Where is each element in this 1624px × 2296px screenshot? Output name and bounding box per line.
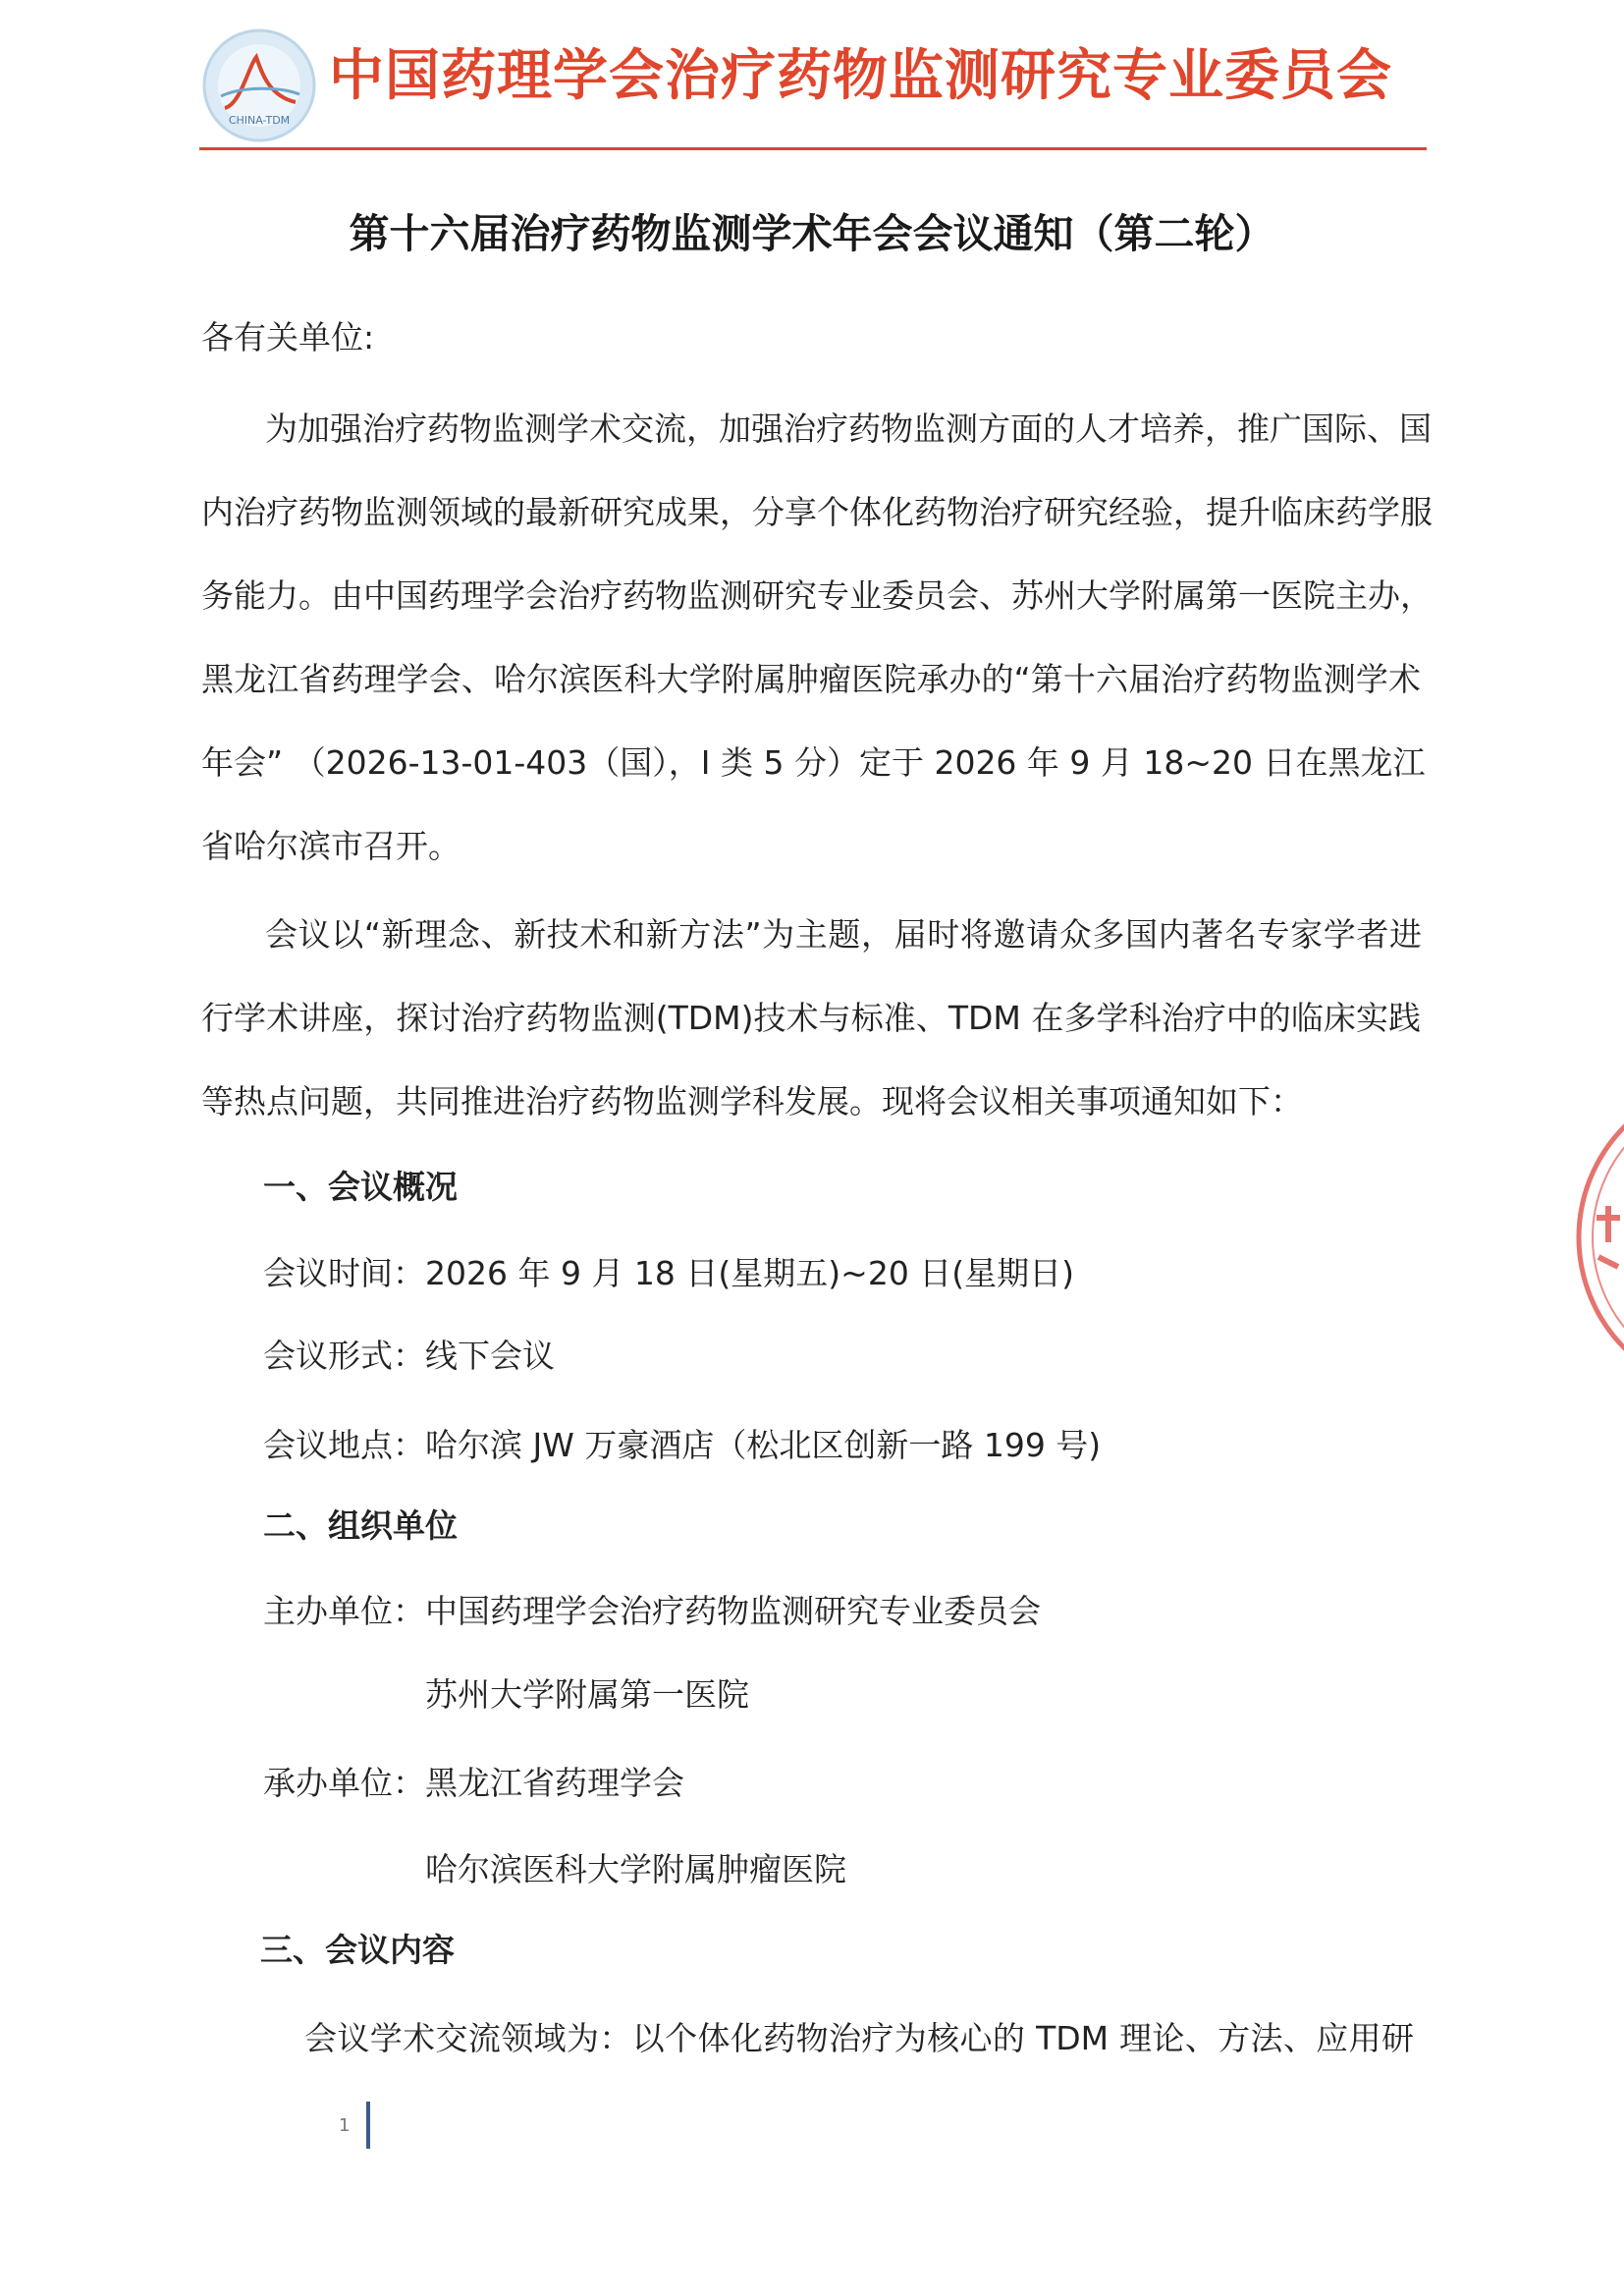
paragraph1-line: 内治疗药物监测领域的最新研究成果，分享个体化药物治疗研究经验，提升临床药学服: [201, 493, 1433, 531]
paragraph2-line: 会议以“新理念、新技术和新方法”为主题，届时将邀请众多国内著名专家学者进: [265, 915, 1422, 954]
section2-heading: 二、组织单位: [263, 1506, 458, 1545]
header-divider: [199, 147, 1427, 150]
logo-text: CHINA-TDM: [228, 114, 291, 127]
host-unit: 苏州大学附属第一医院: [425, 1675, 749, 1714]
paragraph1-line: 务能力。由中国药理学会治疗药物监测研究专业委员会、苏州大学附属第一医院主办，: [201, 576, 1433, 615]
page-number-bar: [366, 2102, 370, 2149]
organizer-unit: 哈尔滨医科大学附属肿瘤医院: [425, 1850, 846, 1888]
host-unit: 中国药理学会治疗药物监测研究专业委员会: [425, 1592, 1041, 1630]
host-label: 主办单位：: [263, 1592, 425, 1630]
paragraph2-line: 行学术讲座，探讨治疗药物监测(TDM)技术与标准、TDM 在多学科治疗中的临床实践: [201, 999, 1421, 1037]
organizer-label: 承办单位：: [263, 1764, 425, 1802]
section3-heading: 三、会议内容: [260, 1931, 455, 1969]
paragraph1-line: 年会” （2026-13-01-403（国），I 类 5 分）定于 2026 年 9 月 18~20 日在黑龙江: [201, 743, 1426, 782]
section3-text: 会议学术交流领域为：以个体化药物治疗为核心的 TDM 理论、方法、应用研: [304, 2019, 1414, 2057]
red-seal-stamp: [1569, 1070, 1624, 1404]
paragraph1-line: 黑龙江省药理学会、哈尔滨医科大学附属肿瘤医院承办的“第十六届治疗药物监测学术: [201, 660, 1421, 698]
china-tdm-logo-icon: [201, 27, 317, 143]
paragraph1-line: 省哈尔滨市召开。: [201, 827, 460, 865]
organization-name: 中国药理学会治疗药物监测研究专业委员会: [329, 44, 1392, 108]
document-title: 第十六届治疗药物监测学术年会会议通知（第二轮）: [349, 210, 1275, 257]
section1-heading: 一、会议概况: [263, 1168, 458, 1206]
meeting-format: 会议形式：线下会议: [263, 1337, 555, 1375]
meeting-time: 会议时间：2026 年 9 月 18 日(星期五)~20 日(星期日): [263, 1254, 1075, 1292]
page-number: 1: [339, 2115, 351, 2136]
paragraph1-line: 为加强治疗药物监测学术交流，加强治疗药物监测方面的人才培养，推广国际、国: [265, 410, 1432, 448]
salutation: 各有关单位:: [201, 318, 375, 356]
organizer-unit: 黑龙江省药理学会: [425, 1764, 684, 1802]
paragraph2-line: 等热点问题，共同推进治疗药物监测学科发展。现将会议相关事项通知如下：: [201, 1082, 1303, 1121]
meeting-venue: 会议地点：哈尔滨 JW 万豪酒店（松北区创新一路 199 号): [263, 1426, 1102, 1464]
